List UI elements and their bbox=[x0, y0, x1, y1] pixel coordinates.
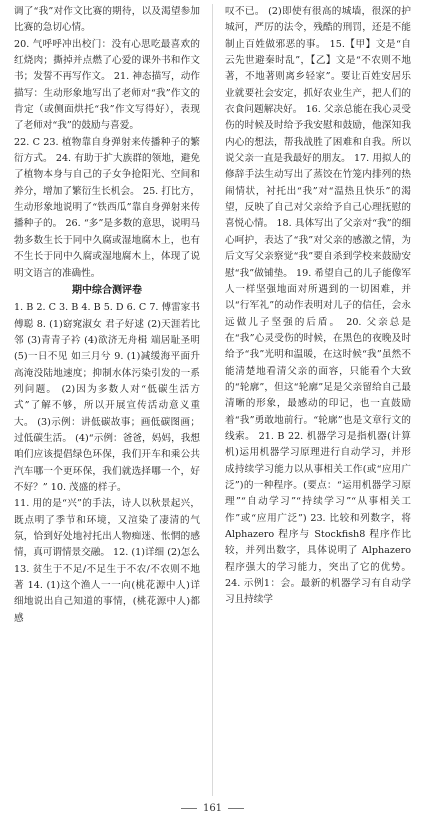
text-columns bbox=[14, 4, 411, 796]
answer-paragraph-5: 11. 用的是“兴”的手法，诗人以秋景起兴，既点明了季节和环境，又渲染了凄清的气氛，恰到好处地衬托出人物痴迷、怅惘的感情，真可谓情景交融。 12. (1)详细 (2)怎么 13. 贫生于不足/不足生于不农/不农则不地著 14. (1)这个渔人一一向(桃花源中人)详细地说出自己知道的事情，(桃花源中人)都感 bbox=[14, 498, 200, 624]
answer-paragraph-6: 叹不已。 (2)即使有很高的城墙，很深的护城河，严厉的法令，残酷的刑罚，还是不能制止百姓做邪恶的事。 15.【甲】文是“自云先世避秦时乱”，【乙】文是“不农则不地著，不地著则离乡轻家”。要让百姓安居乐业就要社会安定，抓好农业生产，把人们的衣食问题解决好。 16. 父亲总能在我心灵受伤的时候及时给予我安慰和鼓励，他深知我内心的想法，帮我战胜了困难和自我。所以说父亲一直是我最好的朋友。 17. 用拟人的修辞手法生动写出了蒸饺在竹笼内排列的热闹情状，衬托出“我”对“温热且快乐”的渴望，反映了自己对父亲给予自己心理抚慰的喜悦心情。 18. 具体写出了父亲对“我”的细心呵护，表达了“我”对父亲的感激之情，为后文写父亲察觉“我”要自杀到学校来鼓励安慰“我”做铺垫。 19. 希望自己的儿子能像军人一样坚强地面对所遇到的一切困难，并以“行军礼”的动作表明对儿子的信任，会永远做儿子坚强的后盾。 20. 父亲总是在“我”心灵受伤的时候，在黑色的夜晚及时给予“我”光明和温暖，在这时候“我”虽然不能清楚地看清父亲的面容，只能看个大致的“轮廓”，但这“轮廓”足是父亲留给自己最清晰的形象，最感动的印记，也一直鼓励着“我”勇敢地前行。“轮廓”也是文章行文的线索。 21. B 22. 机器学习是指机器(计算机)运用机器学习原理进行自动学习，并形成持续学习能力以从事相关工作(或“应用广泛”)的一种程序。(要点：“运用机器学习原理”“自动学习”“持续学习”“从事相关工作”或“应用广泛”) 23. 比较和列数字，将 Alphazero 程序与 Stockfish8 程序作比较，并列出数字，具体说明了 Alphazero 程序强大的学习能力，突出了它的优势。 24. 示例1：会。最新的机器学习有自动学习且持续学 bbox=[225, 6, 411, 606]
answer-paragraph-3: 22. C 23. 植物靠自身弹射来传播种子的繁衍方式。 24. 有助于扩大族群的领地，避免了植物本身与自己的子女争抢阳光、空间和养分，增加了繁衍生长机会。 25. 打比方，生动形象地说明了“铁西瓜”靠自身弹射来传播种子的。 26. “多”是多数的意思，说明马勃多数生长于同中久腐或湿地腐木上，也有不生长于同中久腐或湿地腐木上，体现了说明文语言的准确性。 bbox=[14, 136, 200, 279]
column-divider bbox=[212, 4, 213, 796]
footer-dash-right bbox=[228, 808, 244, 809]
midterm-section-title: 期中综合测评卷 bbox=[72, 284, 142, 296]
answer-paragraph-4: 1. B 2. C 3. B 4. B 5. D 6. C 7. 傅雷家书 傅聪 8. (1)窈窕淑女 君子好逑 (2)天涯若比邻 (3)青青子衿 (4)欲济无舟楫 端居耻圣明 (5)一日不见 如三月兮 9. (1)减缓海平面升高淹没陆地速度；抑制水体污染引发的一系列问题。 (2)因为多数人对“低碳生活方式”了解不够，所以开展宣传活动意义重大。 (3)示例：讲低碳故事；画低碳图画；过低碳生活。 (4)“示例：爸爸，妈妈，我想咱们应该提倡绿色环保，我们开车和乘公共汽车哪一个更环保，我们就选择哪一个，好不好？” 10. 茂盛的样子。 bbox=[14, 302, 200, 493]
answer-paragraph-2: 20. 气呼呼冲出校门：没有心思吃最喜欢的红烧肉；撕掉并点燃了心爱的课外书和作文书；发誓不再写作文。 21. 神态描写，动作描写：生动形象地写出了老师对“我”作文的肯定（或侧面烘托“我”作文写得好），表现了老师对“我”的鼓励与喜爱。 bbox=[14, 38, 200, 132]
right-column bbox=[225, 4, 411, 796]
page-footer bbox=[0, 803, 425, 814]
page-number: 161 bbox=[202, 803, 223, 814]
answer-paragraph-1: 调了“我”对作文比赛的期待，以及渴望参加比赛的急切心情。 bbox=[14, 6, 200, 34]
left-column bbox=[14, 4, 200, 796]
footer-dash-left bbox=[181, 808, 197, 809]
